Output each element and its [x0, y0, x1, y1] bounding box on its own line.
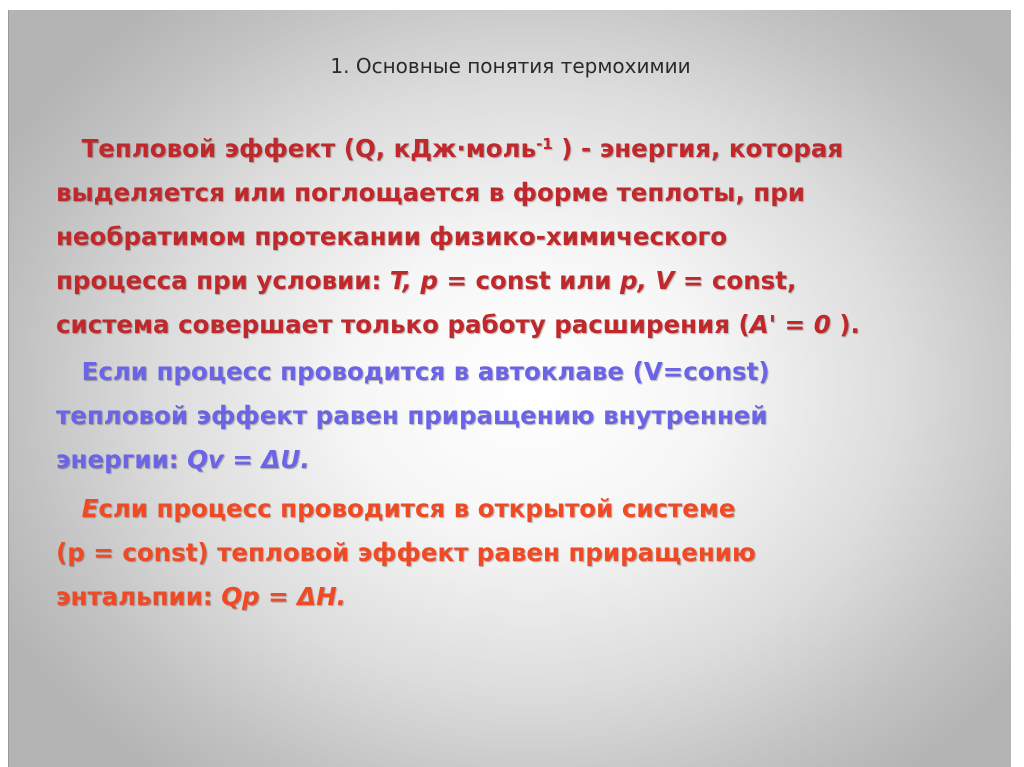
open-system-line-3: энтальпии: Qp = ΔH. — [56, 582, 346, 611]
slide — [8, 10, 1011, 767]
autoclave-line-1: Если процесс проводится в автоклаве (V=const) — [81, 357, 770, 386]
open-system-line-2: (p = const) тепловой эффект равен приращению — [56, 538, 756, 567]
superscript-minus-one: -1 — [536, 134, 553, 153]
autoclave-paragraph — [56, 350, 770, 482]
definition-line-5: система совершает только работу расширения (A' = 0 ). — [56, 310, 860, 339]
open-system-paragraph — [56, 487, 756, 619]
heat-effect-definition — [56, 127, 860, 347]
slide-title: 1. Основные понятия термохимии — [330, 54, 691, 78]
definition-line-3: необратимом протекании физико-химического — [56, 222, 728, 251]
definition-line-4: процесса при условии: T, p = const или p, V = const, — [56, 266, 797, 295]
definition-line-2: выделяется или поглощается в форме теплоты, при — [56, 178, 805, 207]
open-system-line-1: Если процесс проводится в открытой системе — [81, 494, 736, 523]
definition-line-1: Тепловой эффект (Q, кДж·моль$^{-1}$ ) - энергия, которая — [81, 134, 844, 163]
autoclave-line-3: энергии: Qv = ΔU. — [56, 445, 310, 474]
autoclave-line-2: тепловой эффект равен приращению внутренней — [56, 401, 768, 430]
